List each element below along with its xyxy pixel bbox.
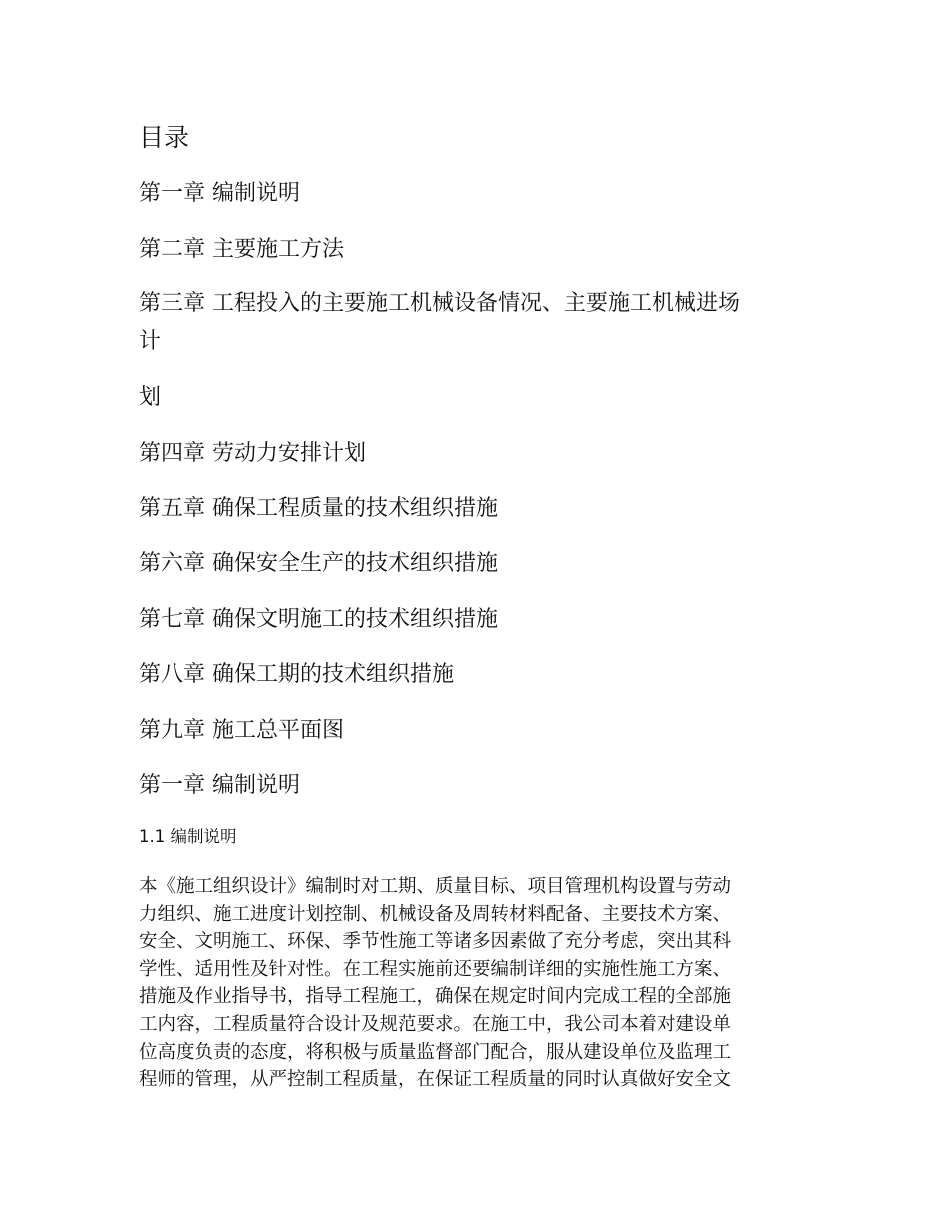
paragraph-line: 工内容，工程质量符合设计及规范要求。在施工中，我公司本着对建设单 xyxy=(139,1013,732,1035)
paragraph-line: 力组织、施工进度计划控制、机械设备及周转材料配备、主要技术方案、 xyxy=(139,903,732,925)
toc-entry-chapter-8: 第八章 确保工期的技术组织措施 xyxy=(139,662,454,687)
toc-entry-chapter-1: 第一章 编制说明 xyxy=(139,181,300,206)
chapter-heading: 第一章 编制说明 xyxy=(139,773,300,798)
paragraph-line: 学性、适用性及针对性。在工程实施前还要编制详细的实施性施工方案、 xyxy=(139,958,732,980)
toc-entry-chapter-3: 第三章 工程投入的主要施工机械设备情况、主要施工机械进场 xyxy=(139,291,740,316)
section-heading: 1.1 编制说明 xyxy=(139,827,237,846)
body-paragraph xyxy=(139,873,811,1094)
paragraph-line: 位高度负责的态度，将积极与质量监督部门配合，服从建设单位及监理工 xyxy=(139,1041,732,1063)
toc-entry-chapter-4: 第四章 劳动力安排计划 xyxy=(139,441,366,466)
toc-entry-chapter-5: 第五章 确保工程质量的技术组织措施 xyxy=(139,496,498,521)
toc-title: 目录 xyxy=(139,123,190,152)
toc-entry-chapter-3-wrap-2: 划 xyxy=(139,385,162,410)
toc-entry-chapter-7: 第七章 确保文明施工的技术组织措施 xyxy=(139,607,498,632)
toc-entry-chapter-3-wrap-1: 计 xyxy=(139,329,162,354)
paragraph-line: 安全、文明施工、环保、季节性施工等诸多因素做了充分考虑，突出其科 xyxy=(139,931,732,953)
toc-entry-chapter-9: 第九章 施工总平面图 xyxy=(139,718,344,743)
paragraph-line: 程师的管理，从严控制工程质量，在保证工程质量的同时认真做好安全文 xyxy=(139,1069,732,1091)
toc-entry-chapter-2: 第二章 主要施工方法 xyxy=(139,237,344,262)
paragraph-line: 本《施工组织设计》编制时对工期、质量目标、项目管理机构设置与劳动 xyxy=(139,876,732,897)
toc-entry-chapter-6: 第六章 确保安全生产的技术组织措施 xyxy=(139,551,498,576)
paragraph-line: 措施及作业指导书，指导工程施工，确保在规定时间内完成工程的全部施 xyxy=(139,986,732,1008)
